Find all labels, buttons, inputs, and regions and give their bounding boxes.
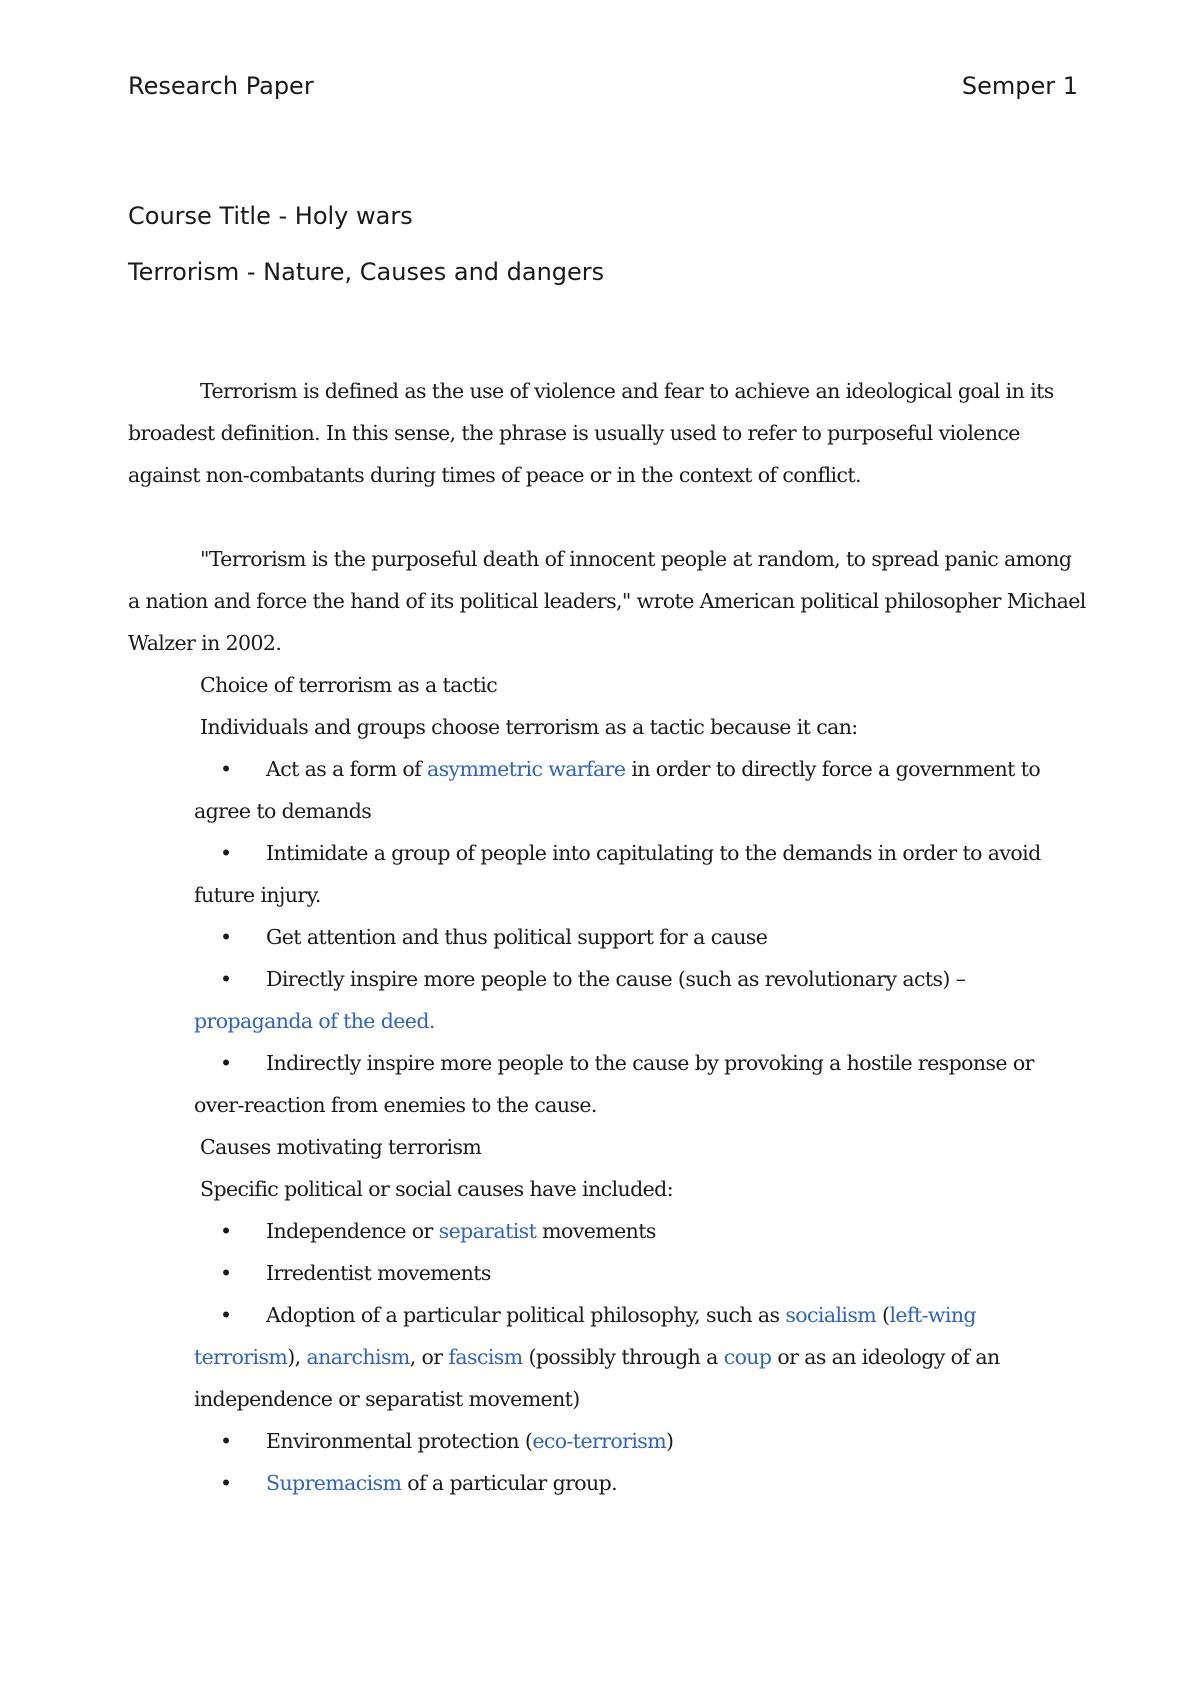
link-supremacism[interactable]: Supremacism: [266, 1471, 402, 1495]
course-title: Course Title - Holy wars: [128, 202, 413, 230]
list-item: • Independence or separatist movements: [194, 1210, 1088, 1252]
running-header-page-number: Semper 1: [961, 72, 1078, 100]
section-intro-tactic: Individuals and groups choose terrorism as a tactic because it can:: [200, 715, 858, 739]
list-item: • Act as a form of asymmetric warfare in order to directly force a government to agree to demands: [194, 748, 1088, 832]
running-header-title: Research Paper: [128, 72, 314, 100]
list-item: • Indirectly inspire more people to the cause by provoking a hostile response or over-reaction from enemies to the cause.: [194, 1042, 1088, 1126]
section-intro-causes: Specific political or social causes have included:: [200, 1177, 674, 1201]
list-item: • Irredentist movements: [194, 1252, 1088, 1294]
list-item: • Environmental protection (eco-terrorism): [194, 1420, 1088, 1462]
section-heading-tactic: Choice of terrorism as a tactic: [200, 673, 498, 697]
bullet-icon: •: [220, 1471, 232, 1495]
link-fascism[interactable]: fascism: [448, 1345, 523, 1369]
causes-list: [128, 1210, 1088, 1504]
tactic-list: [128, 748, 1088, 1126]
document-body: [128, 370, 1088, 1504]
list-item: • Get attention and thus political support for a cause: [194, 916, 1088, 958]
bullet-icon: •: [220, 1261, 232, 1285]
bullet-icon: •: [220, 841, 232, 865]
link-socialism[interactable]: socialism: [785, 1303, 877, 1327]
list-item: • Intimidate a group of people into capitulating to the demands in order to avoid future injury.: [194, 832, 1088, 916]
bullet-icon: •: [220, 967, 232, 991]
link-left-wing-terrorism[interactable]: left-wing terrorism: [194, 1303, 976, 1369]
bullet-icon: •: [220, 1219, 232, 1243]
link-eco-terrorism[interactable]: eco-terrorism: [532, 1429, 667, 1453]
bullet-icon: •: [220, 757, 232, 781]
list-item: • Directly inspire more people to the cause (such as revolutionary acts) – propaganda of the deed.: [194, 958, 1088, 1042]
bullet-icon: •: [220, 1051, 232, 1075]
link-asymmetric-warfare[interactable]: asymmetric warfare: [426, 757, 626, 781]
link-coup[interactable]: coup: [723, 1345, 772, 1369]
paragraph-walzer-quote: "Terrorism is the purposeful death of innocent people at random, to spread panic among a nation and force the hand of its political leaders," wrote American political philosopher Michael Walzer in 2002.: [128, 547, 1086, 655]
bullet-icon: •: [220, 1303, 232, 1327]
list-item: • Adoption of a particular political philosophy, such as socialism (left-wing terrorism), anarchism, or fascism (possibly through a coup or as an ideology of an independence or separatist movement): [194, 1294, 1088, 1420]
bullet-icon: •: [220, 1429, 232, 1453]
paragraph-definition: Terrorism is defined as the use of violence and fear to achieve an ideological goal in its broadest definition. In this sense, the phrase is usually used to refer to purposeful violence against non-combatants during times of peace or in the context of conflict.: [128, 379, 1054, 487]
list-item: • Supremacism of a particular group.: [194, 1462, 1088, 1504]
paper-title: Terrorism - Nature, Causes and dangers: [128, 258, 605, 286]
bullet-icon: •: [220, 925, 232, 949]
link-propaganda-of-the-deed[interactable]: propaganda of the deed: [194, 1009, 429, 1033]
link-separatist[interactable]: separatist: [438, 1219, 537, 1243]
link-anarchism[interactable]: anarchism: [306, 1345, 410, 1369]
section-heading-causes: Causes motivating terrorism: [200, 1135, 482, 1159]
